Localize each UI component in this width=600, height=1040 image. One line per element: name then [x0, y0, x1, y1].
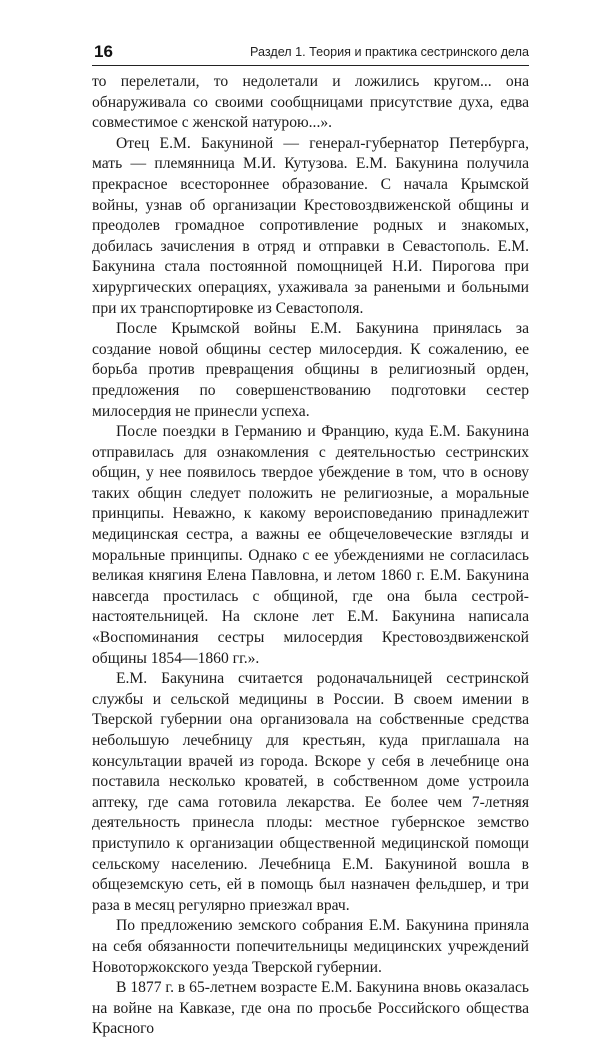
paragraph: Отец Е.М. Бакуниной — генерал-губернатор Петербурга, мать — племянница М.И. Кутузова. Е.М. Бакунина получила прекрасное всестороннее образование. С начала Крымской войны, узнав об организации Крестовоздвиженской общины и преодолев громадное сопротивление родных и знакомых, добилась зачисления в отряд и отправки в Севастополь. Е.М. Бакунина стала постоянной помощницей Н.И. Пирогова при хирургических операциях, ухаживала за ранеными и больными при их транспортировке из Севастополя.	[92, 134, 529, 317]
page-number: 16	[94, 42, 113, 61]
running-title: Раздел 1. Теория и практика сестринского дела	[250, 45, 529, 59]
page-header	[92, 41, 529, 66]
paragraph: После Крымской войны Е.М. Бакунина принялась за создание новой общины сестер милосердия. К сожалению, ее борьба против превращения общины в религиозный орден, предложения по совершенствованию подготовки сестер милосердия не принесли успеха.	[92, 320, 529, 420]
paragraph: После поездки в Германию и Францию, куда Е.М. Бакунина отправилась для ознакомления с деятельностью сестринских общин, у нее появилось твердое убеждение в том, что в основу таких общин следует положить не религиозные, а моральные принципы. Неважно, к какому вероисповеданию принадлежит медицинская сестра, а важны ее общечеловеческие взгляды и моральные принципы. Однако с ее убеждениями не согласилась великая княгиня Елена Павловна, и летом 1860 г. Е.М. Бакунина навсегда простилась с общиной, где она была сестрой-настоятельницей. На склоне лет Е.М. Бакунина написала «Воспоминания сестры милосердия Крестовоздвиженской общины 1854—1860 гг.».	[92, 423, 529, 667]
paragraph: По предложению земского собрания Е.М. Бакунина приняла на себя обязанности попечительницы медицинских учреждений Новоторжокского уезда Тверской губернии.	[92, 917, 529, 976]
body-text	[92, 72, 529, 1040]
paragraph: Е.М. Бакунина считается родоначальницей сестринской службы и сельской медицины в России. В своем имении в Тверской губернии она организовала на собственные средства небольшую лечебницу для крестьян, куда приглашала на консультации врачей из города. Вскоре у себя в лечебнице она поставила несколько кроватей, в собственном доме устроила аптеку, где сама готовила лекарства. Ее более чем 7-летняя деятельность принесла плоды: местное губернское земство приступило к организации общественной медицинской помощи сельскому населению. Лечебница Е.М. Бакуниной вошла в общеземскую сеть, ей в помощь был назначен фельдшер, и три раза в месяц регулярно приезжал врач.	[92, 670, 529, 914]
paragraph: то перелетали, то недолетали и ложились кругом... она обнаруживала со своими сообщницами присутствие духа, едва совместимое с женской натурою...».	[92, 73, 529, 132]
paragraph: В 1877 г. в 65-летнем возрасте Е.М. Бакунина вновь оказалась на войне на Кавказе, где она по просьбе Российского общества Красного	[92, 979, 529, 1038]
